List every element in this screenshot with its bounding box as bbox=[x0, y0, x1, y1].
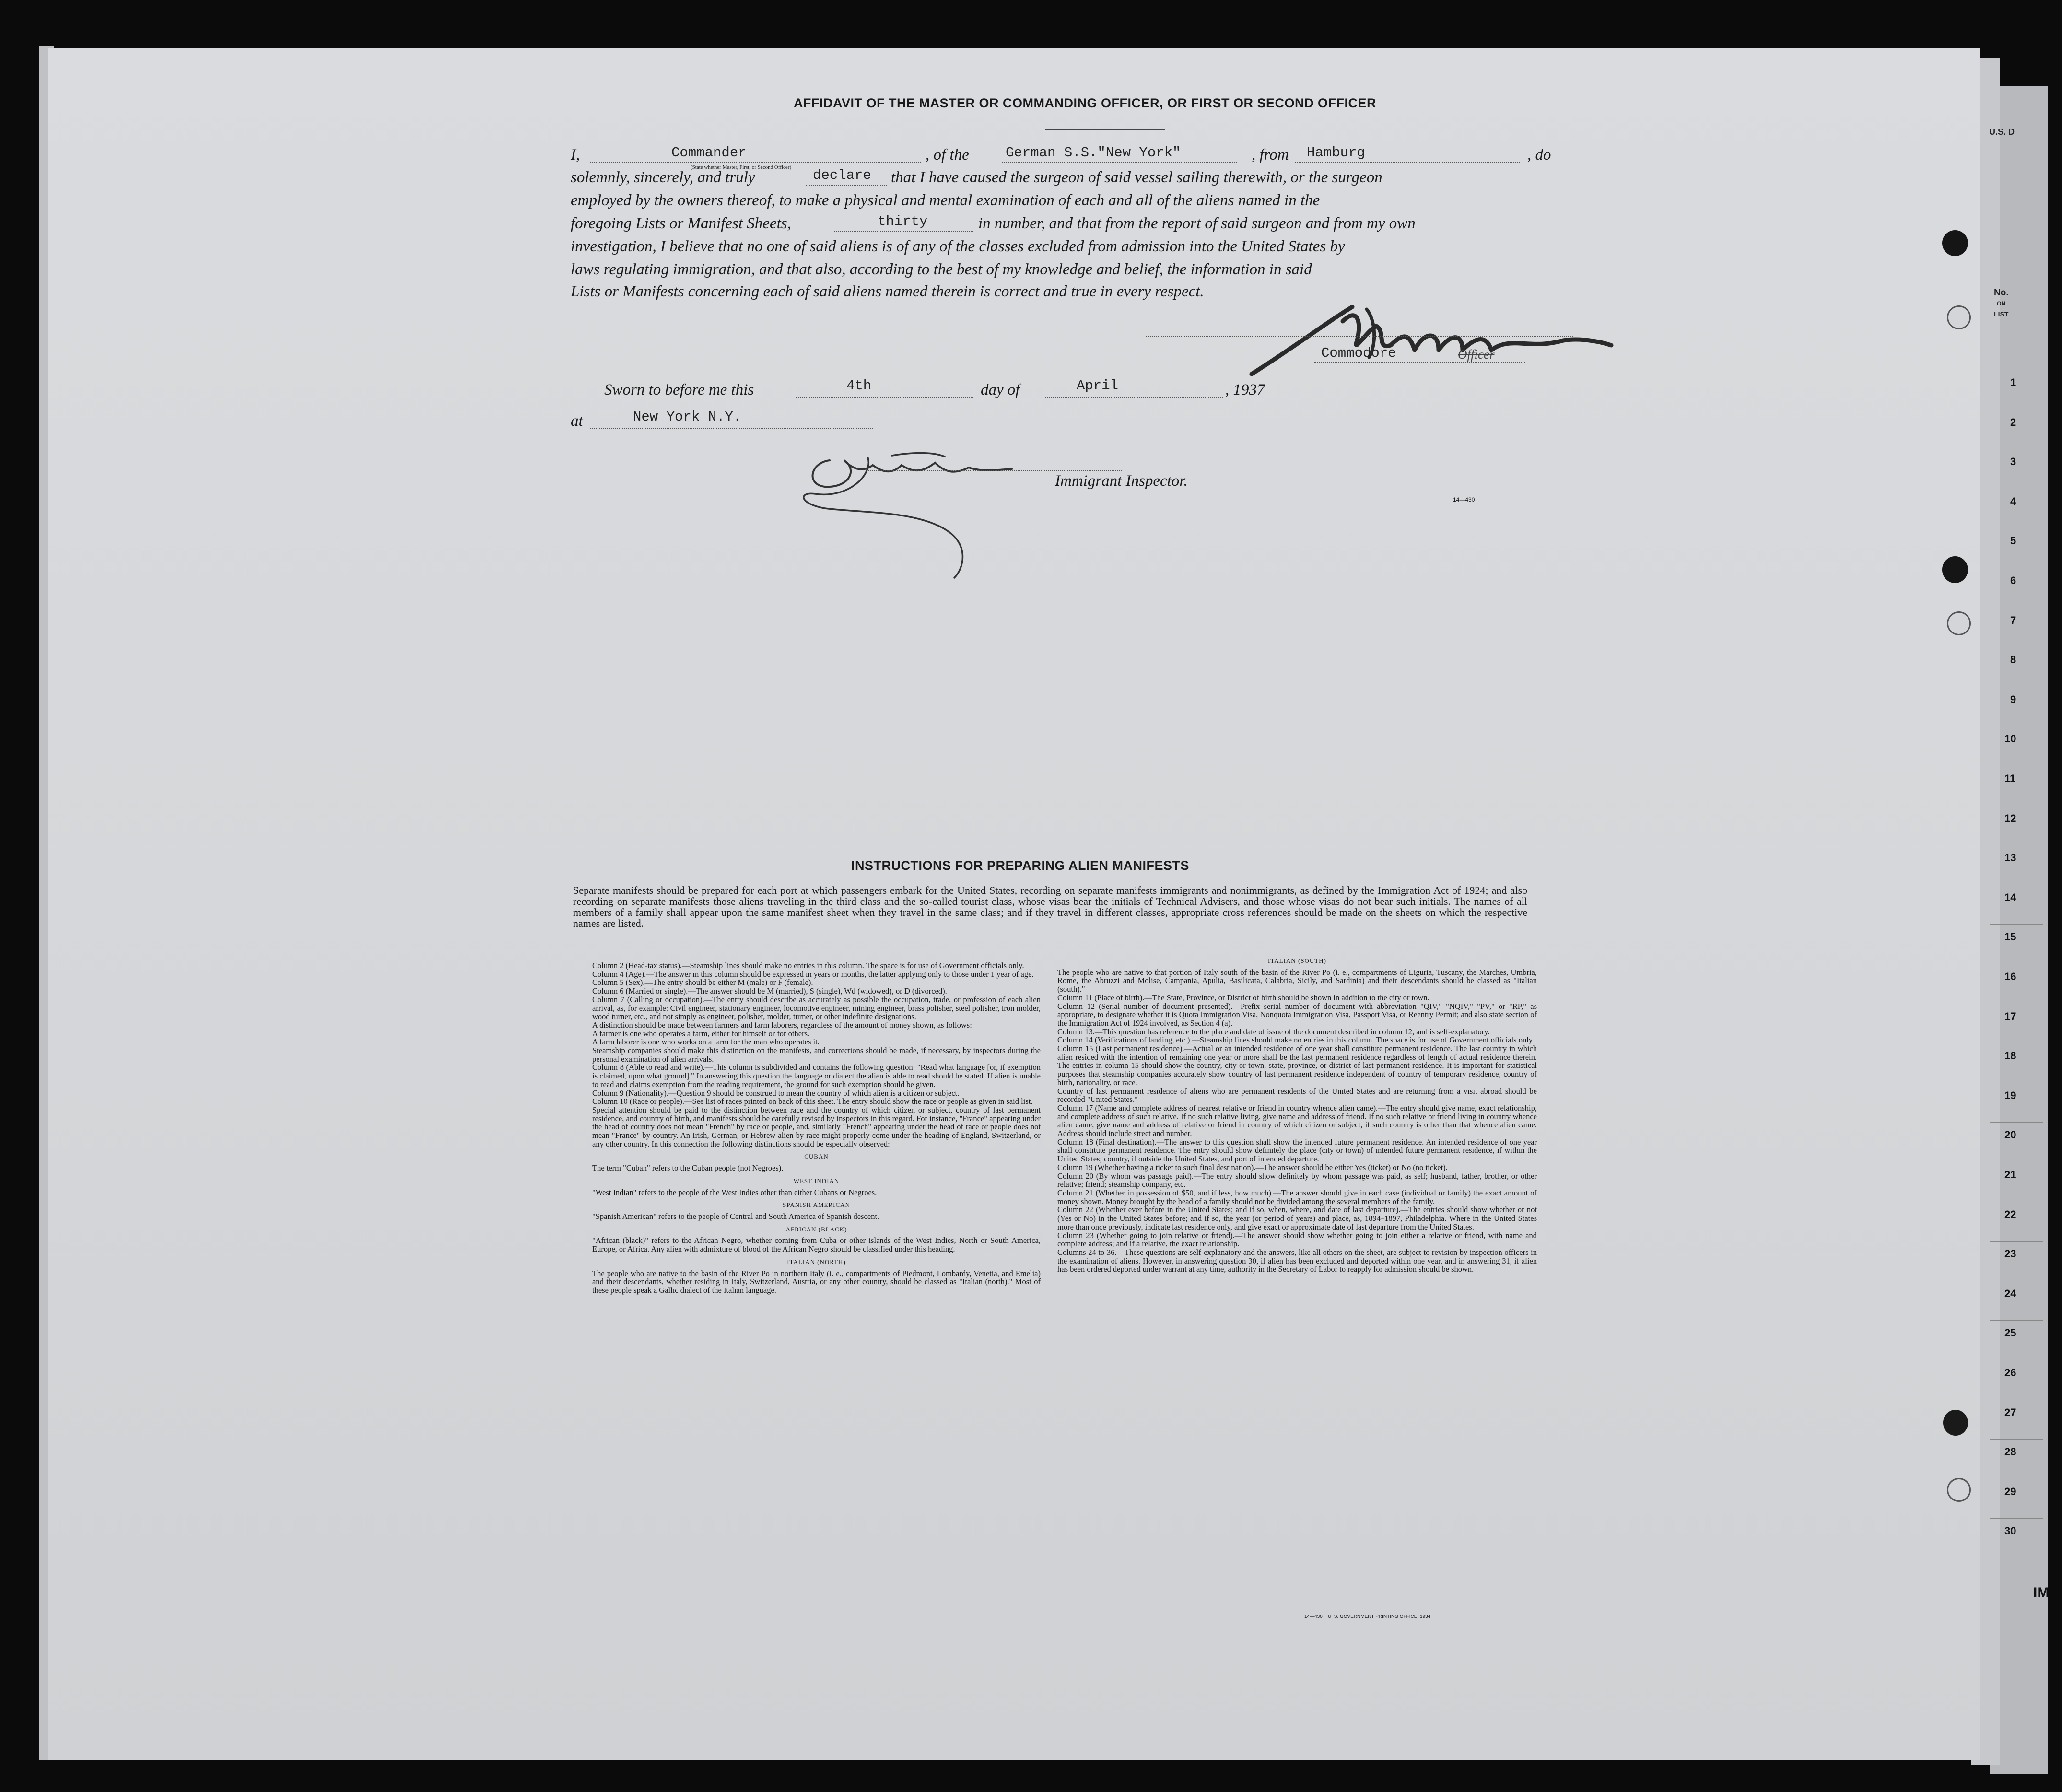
heading-italian-north: ITALIAN (NORTH) bbox=[787, 1258, 846, 1265]
left-paragraph: A distinction should be made between farmers and farm laborers, regardless of the amount of money shown, as follows: bbox=[592, 1020, 972, 1030]
count-field: thirty bbox=[878, 213, 928, 229]
tab-list: LIST bbox=[1994, 310, 2009, 318]
left-paragraph: A farm laborer is one who works on a farm for the man who operates it. bbox=[592, 1037, 820, 1047]
right-paragraph: Country of last permanent residence of aliens who are permanent residents of the United States and are returning from a visit abroad should be recorded "United States." bbox=[1057, 1086, 1537, 1104]
tab-number: 11 bbox=[2004, 773, 2016, 785]
left-paragraph: Column 10 (Race or people).—See list of races printed on back of this sheet. The entry should show the race or people as given in said list. bbox=[592, 1097, 1033, 1106]
tab-footer bbox=[2033, 1585, 2049, 1601]
left-paragraph: Steamship companies should make this distinction on the manifests, and corrections should be made, if necessary, by inspectors during the personal examination of alien arrivals. bbox=[592, 1046, 1041, 1064]
form-number-bottom: 14—430 bbox=[1304, 1614, 1323, 1619]
tab-footer-text: IM bbox=[2033, 1585, 2050, 1601]
right-paragraph: Column 20 (By whom was passage paid).—The entry should show definitely by whom passage was paid, as self; husband, father, brother, or other relative; friend; steamship company, etc. bbox=[1057, 1171, 1537, 1189]
right-paragraph: The people who are native to that portion of Italy south of the basin of the River Po (i. e., compartments of Liguria, Tuscany, the Marches, Umbria, Rome, the Abruzzi and Molise, Campania, Apulia, Basilicata, Calabria, Sicily, and Sardinia) and their descendants should be classed as "Italian (south)." bbox=[1057, 967, 1537, 994]
punch-hole-ring-bottom bbox=[1947, 1478, 1971, 1502]
affidavit-line2-a: solemnly, sincerely, and truly bbox=[571, 169, 755, 186]
declare-field: declare bbox=[813, 167, 871, 183]
tab-number: 5 bbox=[2010, 535, 2016, 547]
tab-number: 26 bbox=[2004, 1367, 2016, 1379]
declare-underline bbox=[806, 185, 887, 186]
right-paragraph: Column 18 (Final destination).—The answer to this question shall show the intended future permanent residence. An intended residence of one year shall constitute permanent residence. The entry should show definitely the place (city or town) of intended future permanent residence, if within the United States; country, if outside the United States, and port of intended departure. bbox=[1057, 1137, 1537, 1164]
right-paragraph: Columns 24 to 36.—These questions are self-explanatory and the answers, like all others on the sheet, are subject to revision by inspection officers in the examination of aliens. However, in answering question 30, if alien has been excluded and deported within one year, and in answering 31, if alien has been ordered deported under warrant at any time, authority in the Secretary of Labor to reapply for admission should be shown. bbox=[1057, 1247, 1537, 1274]
tab-number: 27 bbox=[2004, 1406, 2016, 1418]
right-paragraph: Column 11 (Place of birth).—The State, Province, or District of birth should be shown in addition to the city or town. bbox=[1057, 993, 1429, 1002]
count-underline bbox=[834, 231, 973, 232]
affidavit-of-the: , of the bbox=[926, 146, 969, 164]
signer-title: Commodore bbox=[1321, 345, 1396, 361]
tab-number: 1 bbox=[2010, 376, 2016, 388]
right-paragraph: Column 23 (Whether going to join relative or friend).—The answer should show whether going to join either a relative or friend, with name and complete address; and if a relative, the exact relationship. bbox=[1057, 1230, 1537, 1249]
manifest-page bbox=[48, 48, 1980, 1760]
tab-header bbox=[1989, 127, 2015, 137]
affidavit-line6: laws regulating immigration, and that also, according to the best of my knowledge and belief, the information in said bbox=[571, 261, 1312, 278]
right-paragraph: Column 19 (Whether having a ticket to such final destination).—The answer should be either Yes (ticket) or No (no ticket). bbox=[1057, 1162, 1448, 1172]
tab-number: 25 bbox=[2004, 1327, 2016, 1339]
tab-number: 15 bbox=[2004, 931, 2016, 943]
tab-row-rule bbox=[1990, 1439, 2043, 1440]
right-paragraph: Column 17 (Name and complete address of nearest relative or friend in country whence alien came).—The entry should give name, exact relationship, and complete address of such relative. If no such relative living, give name and address of friend. If no such relative or friend living in country whence alien came, give name and address of relative or friend in country of which citizen or subject, if such country is other than that whence alien came. Address should include street and number. bbox=[1057, 1103, 1537, 1138]
title-underline bbox=[1314, 362, 1525, 363]
left-paragraph: "Spanish American" refers to the people of Central and South America of Spanish descent. bbox=[592, 1211, 879, 1221]
instructions-title: INSTRUCTIONS FOR PREPARING ALIEN MANIFESTS bbox=[851, 858, 1190, 873]
tab-number: 16 bbox=[2004, 971, 2016, 983]
affidavit-line4-b: in number, and that from the report of said surgeon and from my own bbox=[978, 215, 1416, 232]
left-paragraph: The people who are native to the basin of the River Po in northern Italy (i. e., compartments of Piedmont, Lombardy, Venetia, and Emelia) and their descendants, whether residing in Italy, Switzerland, Austria, or any other country, should be classed as "Italian (north)." Most of these people speak a Gallic dialect of the Italian language. bbox=[592, 1268, 1041, 1295]
tab-number: 10 bbox=[2004, 733, 2016, 745]
form-number-top: 14—430 bbox=[1453, 496, 1475, 503]
tab-number: 30 bbox=[2004, 1525, 2016, 1537]
left-paragraph: Column 9 (Nationality).—Question 9 should be construed to mean the country of which alien is a citizen or subject. bbox=[592, 1088, 960, 1098]
tab-number: 2 bbox=[2010, 416, 2016, 428]
left-paragraph: Column 7 (Calling or occupation).—The entry should describe as accurately as possible the occupation, trade, or profession of each alien arrival, as, for example: Civil engineer, stationary engineer, locomotive engineer, mining engineer, brass polisher, steel polisher, iron molder, wood turner, etc., and not simply as engineer, polisher, molder, turner, or other indefinite designations. bbox=[592, 995, 1041, 1021]
day-of-text: day of bbox=[981, 381, 1020, 398]
port-underline bbox=[1295, 162, 1520, 163]
tab-number: 29 bbox=[2004, 1485, 2016, 1498]
tab-number: 17 bbox=[2004, 1010, 2016, 1022]
affidavit-line4-a: foregoing Lists or Manifest Sheets, bbox=[571, 215, 791, 232]
tab-number: 4 bbox=[2010, 495, 2016, 507]
affidavit-title: AFFIDAVIT OF THE MASTER OR COMMANDING OFFICER, OR FIRST OR SECOND OFFICER bbox=[794, 96, 1376, 110]
printing-office: U. S. GOVERNMENT PRINTING OFFICE: 1934 bbox=[1327, 1614, 1431, 1619]
inspector-signature bbox=[796, 432, 1132, 585]
affidavit-line2-b: that I have caused the surgeon of said vessel sailing therewith, or the surgeon bbox=[891, 169, 1382, 186]
tab-number: 18 bbox=[2004, 1050, 2016, 1062]
at-text: at bbox=[571, 412, 583, 430]
printer-imprint bbox=[1304, 1614, 1430, 1619]
left-paragraph: "West Indian" refers to the people of the West Indies other than either Cubans or Negroes. bbox=[592, 1187, 877, 1197]
tab-row-rule bbox=[1990, 1122, 2043, 1123]
heading-italian-south: ITALIAN (SOUTH) bbox=[1268, 957, 1326, 964]
struck-officer-text: Officer bbox=[1458, 347, 1495, 362]
right-paragraph: Column 12 (Serial number of document presented).—Prefix serial number of document with abbreviation "QIV," "NQIV," "PV," or "RP," as appropriate, to designate whether it is Quota Immigration Visa, Nonquota Immigration Visa, Passport Visa, or Reentry Permit; and also state section of the Immigration Act of 1924 involved, as Section 4 (a). bbox=[1057, 1001, 1537, 1028]
heading-west-indian: WEST INDIAN bbox=[793, 1177, 840, 1184]
affidavit-line5: investigation, I believe that no one of said aliens is of any of the classes excluded from admission into the United States by bbox=[571, 238, 1345, 255]
title-rule bbox=[1045, 129, 1165, 130]
heading-cuban: CUBAN bbox=[804, 1153, 829, 1160]
left-paragraph: A farmer is one who operates a farm, either for himself or for others. bbox=[592, 1029, 810, 1038]
right-paragraph: Column 15 (Last permanent residence).—Actual or an intended residence of one year shall constitute permanent residence. The last country in which alien resided with the intention of remaining one year or more shall be the last permanent residence regardless of length of actual residence therein. The entries in column 15 should show the country, city or town, state, province, or district of last permanent residence. It is important for statistical purposes that steamship companies accurately show country of last permanent residence independent of country of temporary residence, country of birth, nationality, or race. bbox=[1057, 1044, 1537, 1087]
instructions-right-column bbox=[1057, 957, 1537, 1274]
tab-number: 12 bbox=[2004, 812, 2016, 824]
heading-spanish-american: SPANISH AMERICAN bbox=[783, 1201, 850, 1209]
tab-number: 13 bbox=[2004, 852, 2016, 864]
heading-african: AFRICAN (BLACK) bbox=[785, 1225, 847, 1233]
right-paragraph: Column 13.—This question has reference to the place and date of issue of the document described in column 12, and is self-explanatory. bbox=[1057, 1027, 1490, 1036]
tab-number: 28 bbox=[2004, 1446, 2016, 1458]
right-paragraph: Column 14 (Verifications of landing, etc.).—Steamship lines should make no entries in this column. The space is for use of Government officials only. bbox=[1057, 1035, 1535, 1045]
instructions-intro: Separate manifests should be prepared for each port at which passengers embark for the United States, recording on separate manifests immigrants and nonimmigrants, as defined by the Immigration Act of 1924; and also recording on separate manifests those aliens traveling in the third class and the so-called tourist class, whose visas bear the initials of Technical Advisers, and those whose visas do not bear such initials. The names of all members of a family shall appear upon the same manifest sheet when they travel in the same class; and if they travel in different classes, appropriate cross references should be made on the sheets on which the respective names are listed. bbox=[573, 884, 1527, 929]
rank-field: Commander bbox=[671, 145, 747, 161]
tab-number: 22 bbox=[2004, 1208, 2016, 1220]
tab-number: 14 bbox=[2004, 891, 2016, 903]
tab-no-label bbox=[1994, 288, 2009, 319]
ship-underline bbox=[1002, 162, 1237, 163]
tab-number: 19 bbox=[2004, 1089, 2016, 1101]
rank-hint: (State whether Master, First, or Second Officer) bbox=[691, 164, 792, 170]
left-paragraph: "African (black)" refers to the African Negro, whether coming from Cuba or other islands of the West Indies, North or South America, Europe, or Africa. Any alien with admixture of blood of the African Negro should be classified under this heading. bbox=[592, 1236, 1041, 1254]
instructions-left-column bbox=[592, 961, 1041, 1295]
tab-row-rule bbox=[1990, 1320, 2043, 1321]
affidavit-from: , from bbox=[1252, 146, 1289, 164]
tab-number: 20 bbox=[2004, 1129, 2016, 1141]
left-paragraph: Column 8 (Able to read and write).—This column is subdivided and contains the following question: "Read what language [or, if exemption is claimed, upon what ground]." In answering this question the language or dialect the alien is able to read should be stated. If alien is unable to read and claims exemption from the reading requirement, the ground for such exemption should be given. bbox=[592, 1063, 1041, 1089]
left-paragraph: The term "Cuban" refers to the Cuban people (not Negroes). bbox=[592, 1163, 784, 1173]
year-text: , 1937 bbox=[1225, 381, 1265, 398]
month-field: April bbox=[1077, 378, 1119, 394]
month-underline bbox=[1045, 397, 1223, 398]
tab-number: 23 bbox=[2004, 1248, 2016, 1260]
day-field: 4th bbox=[846, 378, 872, 394]
tab-row-rule bbox=[1990, 1518, 2043, 1519]
master-signature bbox=[1232, 278, 1626, 403]
signature-underline bbox=[1146, 336, 1573, 337]
day-underline bbox=[796, 397, 973, 398]
right-paragraph: Column 22 (Whether ever before in the United States; and if so, when, where, and date of last departure).—The entries should show whether or not (Yes or No) in the United States before; and if so, the year (or period of years) and place, as, 1894–1897, Philadelphia. Where in the United States more than once previously, indicate last residence only, and give exact or approximate date of last departure from the United States. bbox=[1057, 1205, 1537, 1231]
inspector-label: Immigrant Inspector. bbox=[1055, 472, 1188, 490]
punch-hole-ring-middle bbox=[1947, 611, 1971, 635]
tab-on: ON bbox=[1997, 300, 2006, 307]
left-paragraph: Column 5 (Sex).—The entry should be either M (male) or F (female). bbox=[592, 978, 813, 987]
tab-number: 24 bbox=[2004, 1287, 2016, 1300]
punch-hole-middle bbox=[1942, 556, 1968, 583]
place-field: New York N.Y. bbox=[633, 409, 742, 425]
sworn-text: Sworn to before me this bbox=[604, 381, 754, 398]
punch-hole-bottom bbox=[1943, 1410, 1968, 1436]
tab-row-rule bbox=[1990, 1241, 2043, 1242]
affidavit-do: , do bbox=[1527, 146, 1551, 164]
tab-number: 3 bbox=[2010, 456, 2016, 468]
left-paragraph: Column 6 (Married or single).—The answer should be M (married), S (single), Wd (widowed), or D (divorced). bbox=[592, 986, 947, 996]
place-underline bbox=[590, 428, 873, 429]
port-field: Hamburg bbox=[1307, 145, 1365, 161]
affidavit-line7: Lists or Manifests concerning each of said aliens named therein is correct and true in every respect. bbox=[571, 283, 1204, 300]
tab-number: 21 bbox=[2004, 1169, 2016, 1181]
affidavit-line1-i: I, bbox=[571, 146, 580, 164]
left-paragraph: Column 4 (Age).—The answer in this column should be expressed in years or months, the latter applying only to those under 1 year of age. bbox=[592, 969, 1034, 979]
tab-row-rule bbox=[1990, 924, 2043, 925]
left-paragraph: Column 2 (Head-tax status).—Steamship lines should make no entries in this column. The space is for use of Government officials only. bbox=[592, 961, 1024, 970]
tab-number: 9 bbox=[2010, 693, 2016, 705]
affidavit-line3: employed by the owners thereof, to make a physical and mental examination of each and all of the aliens named in the bbox=[571, 192, 1320, 209]
ship-field: German S.S."New York" bbox=[1006, 145, 1181, 161]
punch-hole-ring bbox=[1947, 305, 1971, 329]
inspector-underline bbox=[868, 470, 1122, 471]
tab-number: 8 bbox=[2010, 654, 2016, 666]
struck-officer bbox=[1458, 347, 1494, 362]
right-paragraph: Column 21 (Whether in possession of $50, and if less, how much).—The answer should give in each case (individual or family) the exact amount of money shown. Money brought by the head of a family should not be divided among the several members of the family. bbox=[1057, 1188, 1537, 1206]
tab-number: 7 bbox=[2010, 614, 2016, 626]
tab-header-text: U.S. D bbox=[1989, 127, 2015, 137]
punch-hole-top bbox=[1942, 230, 1968, 256]
tab-no: No. bbox=[1994, 288, 2009, 298]
tab-number: 6 bbox=[2010, 574, 2016, 586]
rank-underline bbox=[590, 162, 921, 163]
left-paragraph: Special attention should be paid to the distinction between race and the country of which citizen or subject, country of last permanent residence, and country of birth, and manifests should be carefully revised by inspectors in this regard. For instance, "France" appearing under the head of country does not mean "French" by race or people, and, similarly "French" appearing under the head of race or people does not mean "France" by country. An Irish, German, or Hebrew alien by race might properly come under the heading of England, Switzerland, or any other country. In this connection the following distinctions should be especially observed: bbox=[592, 1105, 1041, 1148]
